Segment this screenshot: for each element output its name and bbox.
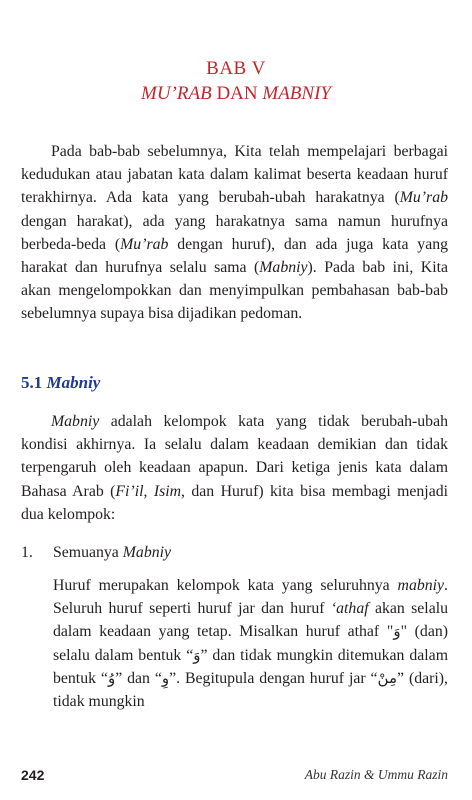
text-run: ” (dari), tidak mungkin: [53, 669, 448, 711]
italic-term: Mabniy: [122, 544, 172, 561]
text-run: . Seluruh huruf seperti huruf jar dan huruf: [53, 577, 448, 618]
arabic-word: وِ: [161, 668, 170, 687]
text-run: ,: [143, 482, 154, 500]
text-run: ” dan “: [115, 669, 162, 687]
list-item-number: 1.: [21, 544, 33, 561]
section-paragraph: [21, 410, 448, 526]
footer-author: Abu Razin & Ummu Razin: [304, 767, 448, 782]
text-run: Pada bab-bab sebelumnya, Kita telah mempelajari berbagai kedudukan atau jabatan kata dalam kalimat beserta keadaan huruf terakhirnya. Ada kata yang berubah-ubah harakatnya (: [21, 143, 448, 207]
section-title: Mabniy: [46, 373, 101, 392]
page-number: 242: [21, 767, 45, 783]
text-run: dengan harakat), ada yang harakatnya sama namun hurufnya berbeda-beda (: [21, 212, 448, 253]
arabic-word: مِنْ: [377, 668, 397, 687]
italic-term: ‘athaf: [330, 600, 369, 618]
text-run: " (dan) selalu dalam bentuk “: [53, 623, 448, 664]
arabic-word: وُ: [107, 668, 116, 687]
list-item-paragraph: [53, 574, 448, 713]
text-run: , dan Huruf) kita bisa membagi menjadi dua kelompok:: [21, 482, 448, 523]
chapter-header: [0, 58, 472, 106]
text-run: Semuanya: [53, 544, 123, 561]
chapter-title-conjunction: DAN: [211, 83, 263, 104]
arabic-word: وَ: [193, 645, 201, 664]
list-item-label: [53, 541, 171, 564]
text-run: ). Pada bab ini, Kita akan mengelompokkan dan menyimpulkan pembahasan bab-bab sebelumnya supaya bisa dijadikan pedoman.: [21, 259, 448, 323]
text-run: akan selalu dalam keadaan yang tetap. Misalkan huruf athaf ": [53, 600, 448, 641]
italic-term: Mabniy: [259, 259, 308, 277]
text-run: adalah kelompok kata yang tidak berubah-ubah kondisi akhirnya. Ia selalu dalam keadaan demikian dan tidak terpengaruh oleh keadaan apapun. Dari ketiga jenis kata dalam Bahasa Arab (: [21, 413, 448, 500]
chapter-title: [0, 82, 472, 106]
chapter-number: BAB V: [206, 58, 266, 79]
text-run: Huruf merupakan kelompok kata yang seluruhnya: [53, 577, 398, 594]
chapter-title-part1: MU’RAB: [141, 83, 212, 104]
arabic-word: وَ: [393, 622, 401, 641]
section-number: 5.1: [21, 373, 43, 392]
text-run: ” dan tidak mungkin ditemukan dalam bentuk “: [53, 646, 448, 687]
italic-term: Fi’il: [115, 482, 144, 500]
text-run: ”. Begitupula dengan huruf jar “: [169, 669, 378, 687]
italic-term: Isim: [153, 482, 182, 500]
italic-term: Mabniy: [51, 413, 100, 430]
italic-term: mabniy: [397, 577, 445, 594]
italic-term: Mu’rab: [399, 189, 448, 207]
italic-term: Mu’rab: [120, 235, 169, 253]
text-run: dengan huruf), dan ada juga kata yang harakat dan hurufnya selalu sama (: [21, 235, 448, 277]
section-heading: [21, 372, 100, 394]
intro-paragraph: [21, 140, 448, 326]
chapter-title-part2: MABNIY: [262, 83, 331, 104]
